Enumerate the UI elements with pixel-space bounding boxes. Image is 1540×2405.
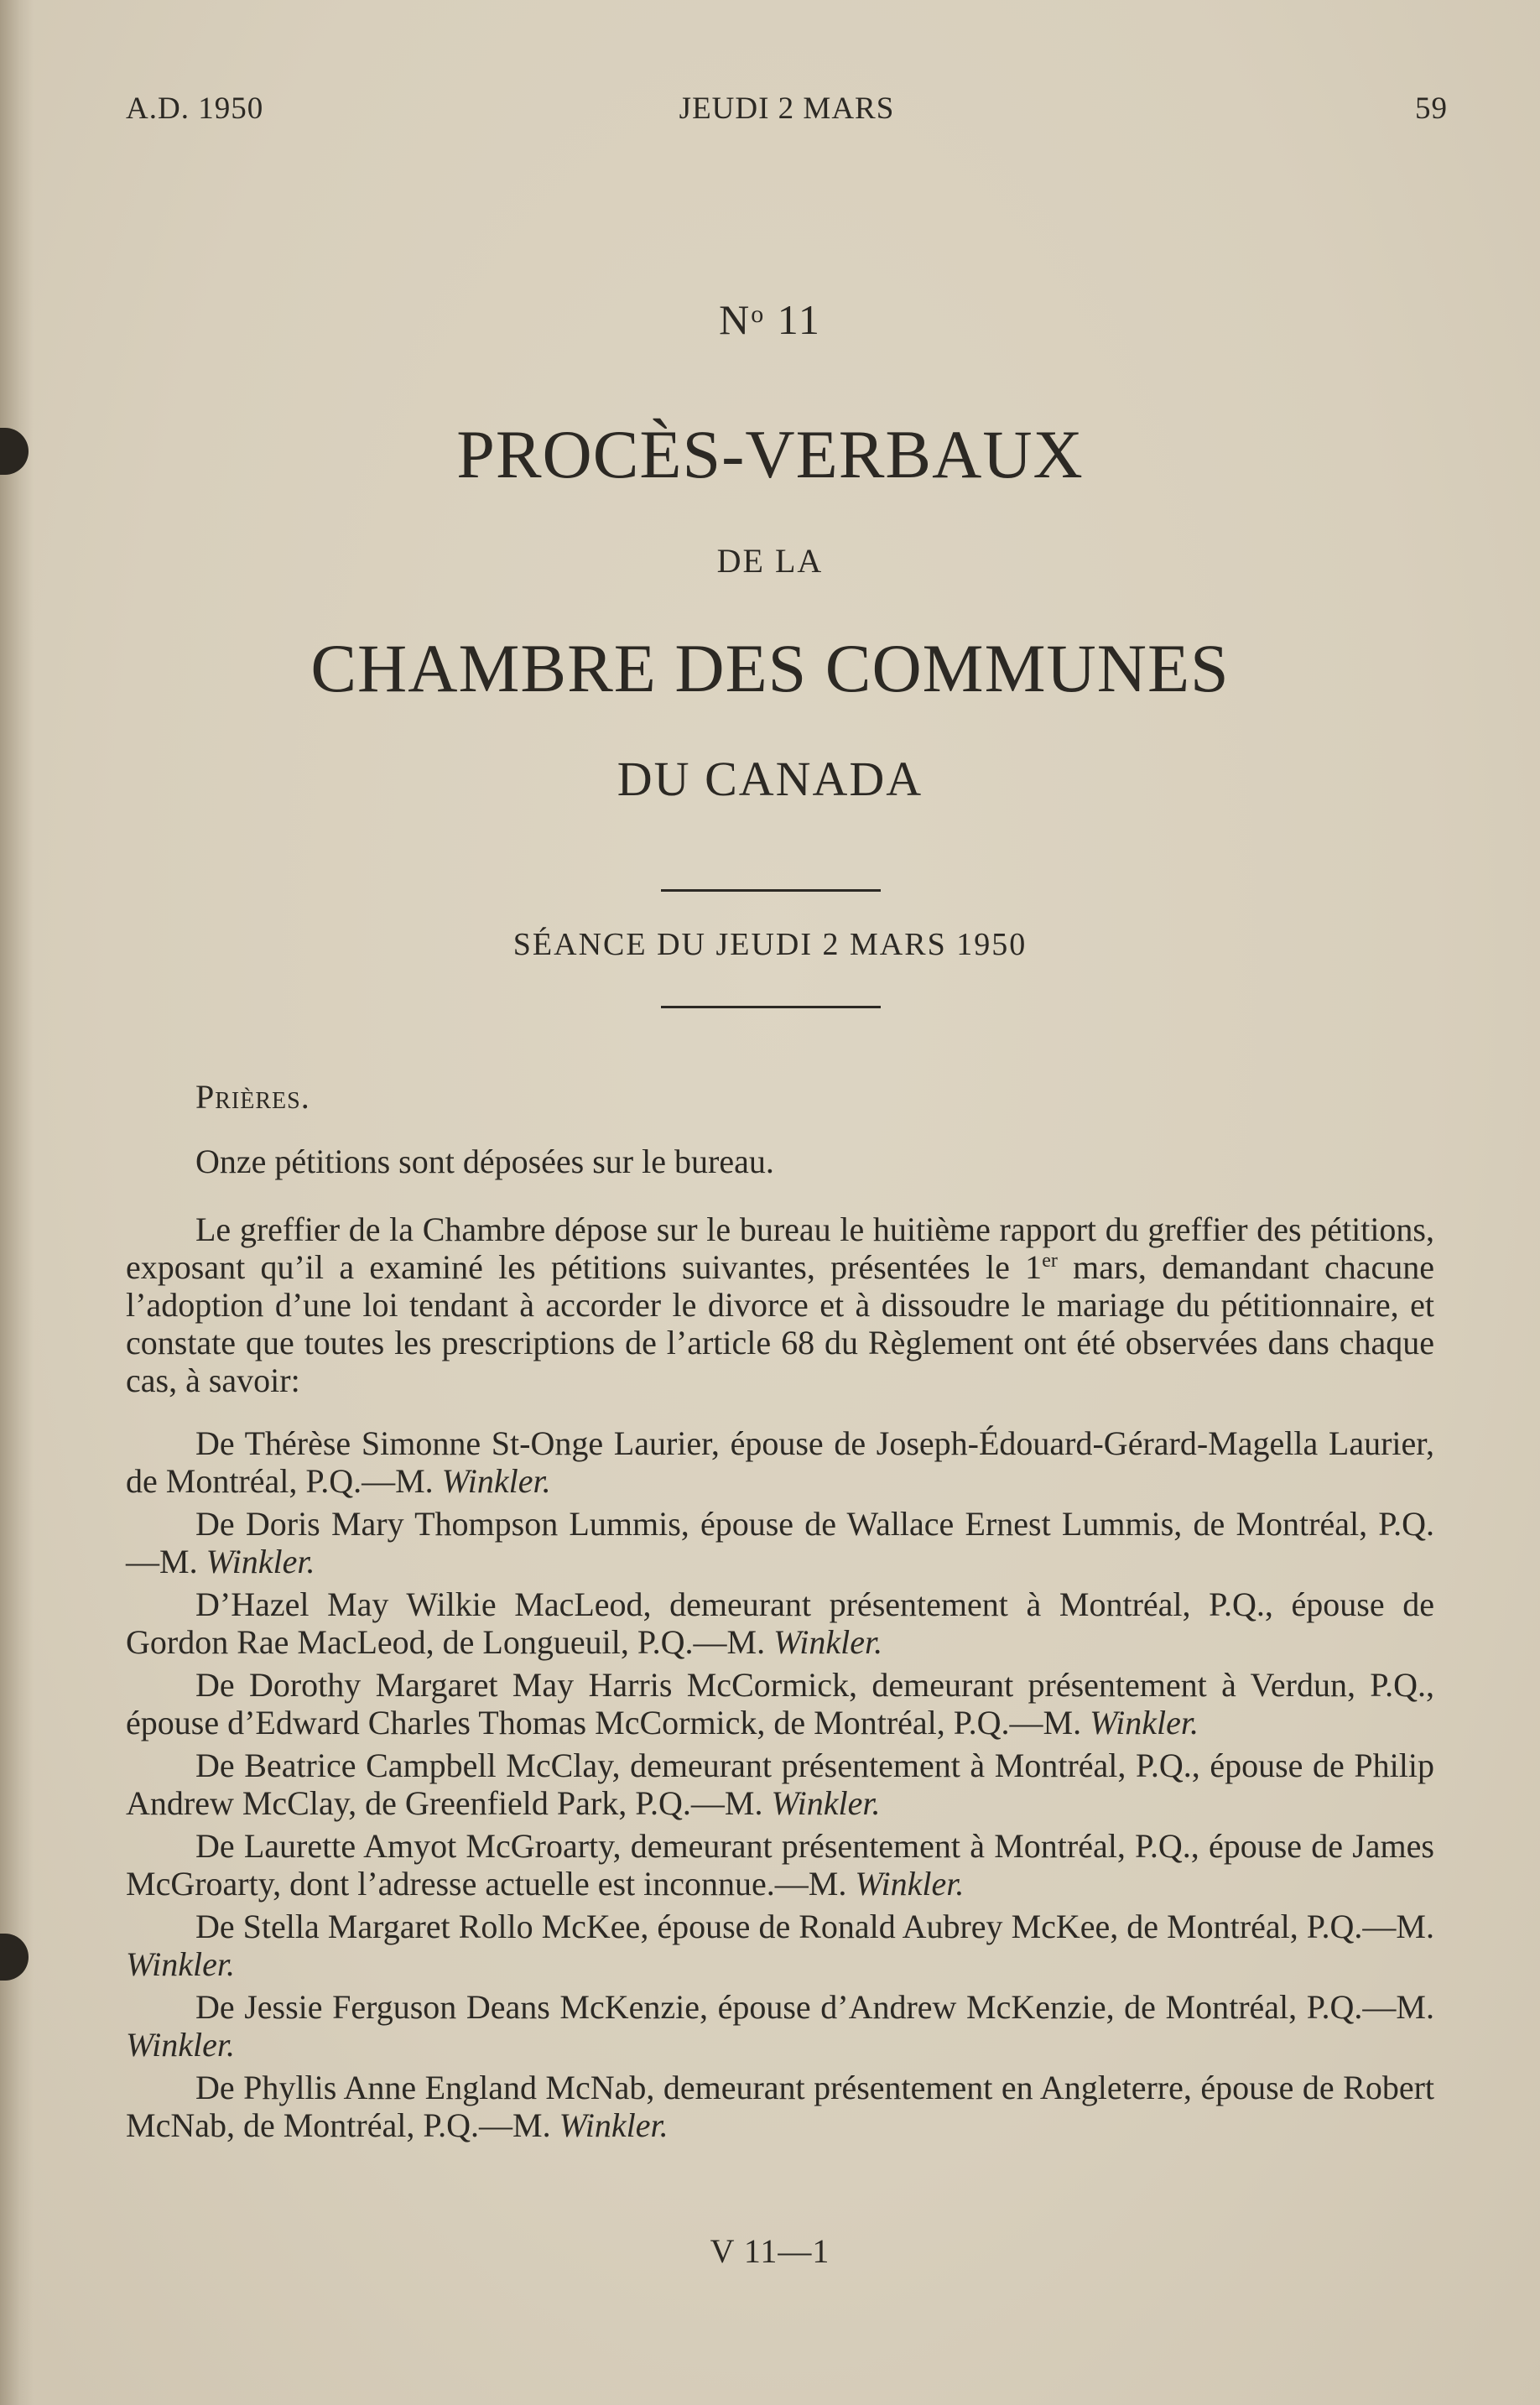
petition-list bbox=[126, 1424, 1434, 2149]
title-line-4: DU CANADA bbox=[617, 752, 923, 806]
member-name: Winkler. bbox=[1090, 1704, 1199, 1741]
running-head-year: A.D. 1950 bbox=[126, 91, 264, 126]
title-line-3: CHAMBRE DES COMMUNES bbox=[310, 630, 1230, 706]
clerk-report-paragraph bbox=[126, 1210, 1434, 1399]
petition-text: De Doris Mary Thompson Lummis, épouse de Wallace Ernest Lummis, de Montréal, P.Q.—M. bbox=[126, 1505, 1434, 1580]
member-name: Winkler. bbox=[126, 1945, 235, 1983]
running-head bbox=[126, 91, 1448, 131]
member-name: Winkler. bbox=[773, 1623, 883, 1661]
issue-number-prefix: N bbox=[719, 296, 752, 343]
title-line-1: PROCÈS-VERBAUX bbox=[456, 416, 1084, 492]
petition-entry bbox=[126, 1988, 1434, 2069]
petition-entry bbox=[126, 1666, 1434, 1746]
petition-text: D’Hazel May Wilkie MacLeod, demeurant présentement à Montréal, P.Q., épouse de Gordon Rae MacLeod, de Longueuil, P.Q.—M. bbox=[126, 1585, 1434, 1661]
petition-text: De Beatrice Campbell McClay, demeurant présentement à Montréal, P.Q., épouse de Philip Andrew McClay, de Greenfield Park, P.Q.—M. bbox=[126, 1746, 1434, 1822]
member-name: Winkler. bbox=[206, 1543, 315, 1580]
member-name: Winkler. bbox=[771, 1784, 881, 1822]
petition-text: De Dorothy Margaret May Harris McCormick, demeurant présentement à Verdun, P.Q., épouse d’Edward Charles Thomas McCormick, de Montréal, P.Q.—M. bbox=[126, 1666, 1434, 1741]
petition-entry bbox=[126, 2069, 1434, 2149]
petition-text: De Laurette Amyot McGroarty, demeurant présentement à Montréal, P.Q., épouse de James McGroarty, dont l’adresse actuelle est inconnue.—M. bbox=[126, 1827, 1434, 1903]
petitions-paragraph: Onze pétitions sont déposées sur le bureau. bbox=[195, 1143, 774, 1180]
printer-signature-mark: V 11—1 bbox=[710, 2232, 830, 2270]
binding-edge bbox=[0, 0, 34, 2405]
member-name: Winkler. bbox=[441, 1462, 551, 1500]
issue-number bbox=[0, 295, 1540, 344]
member-name: Winkler. bbox=[855, 1865, 965, 1903]
report-text-continued: mars, demandant chacune l’adoption d’une loi tendant à accorder le divorce et à dissoudre le mariage du pétitionnaire, et constate que toutes les prescriptions de l’article 68 du Règlement ont été observées dans chaque cas, à savoir: bbox=[126, 1248, 1434, 1399]
issue-number-sup: o bbox=[751, 300, 766, 328]
petition-entry bbox=[126, 1424, 1434, 1505]
title-line-2: DE LA bbox=[716, 542, 824, 580]
petition-entry bbox=[126, 1827, 1434, 1908]
divider-rule bbox=[661, 1006, 881, 1008]
minutes-body bbox=[126, 1078, 1434, 2149]
petition-text: De Stella Margaret Rollo McKee, épouse de Ronald Aubrey McKee, de Montréal, P.Q.—M. bbox=[195, 1908, 1434, 1945]
page-number: 59 bbox=[1415, 91, 1448, 126]
petition-text: De Thérèse Simonne St-Onge Laurier, épouse de Joseph-Édouard-Gérard-Magella Laurier, de Montréal, P.Q.—M. bbox=[126, 1424, 1434, 1500]
report-text: Le greffier de la Chambre dépose sur le bureau le huitième rapport du greffier des pétitions, exposant qu’il a examiné les pétitions suivantes, présentées le 1 bbox=[126, 1210, 1434, 1286]
petition-text: De Phyllis Anne England McNab, demeurant présentement en Angleterre, épouse de Robert McNab, de Montréal, P.Q.—M. bbox=[126, 2069, 1434, 2144]
petition-entry bbox=[126, 1505, 1434, 1585]
member-name: Winkler. bbox=[559, 2106, 669, 2144]
issue-number-value: 11 bbox=[777, 296, 821, 343]
member-name: Winkler. bbox=[126, 2026, 235, 2064]
divider-rule bbox=[661, 889, 881, 892]
petition-text: De Jessie Ferguson Deans McKenzie, épouse d’Andrew McKenzie, de Montréal, P.Q.—M. bbox=[195, 1988, 1434, 2026]
petition-entry bbox=[126, 1908, 1434, 1988]
report-ordinal: er bbox=[1042, 1250, 1058, 1272]
running-head-date: JEUDI 2 MARS bbox=[679, 91, 895, 126]
petition-entry bbox=[126, 1585, 1434, 1666]
petition-entry bbox=[126, 1746, 1434, 1827]
sitting-heading: SÉANCE DU JEUDI 2 MARS 1950 bbox=[512, 927, 1028, 962]
prayers-heading: Prières. bbox=[195, 1078, 310, 1116]
